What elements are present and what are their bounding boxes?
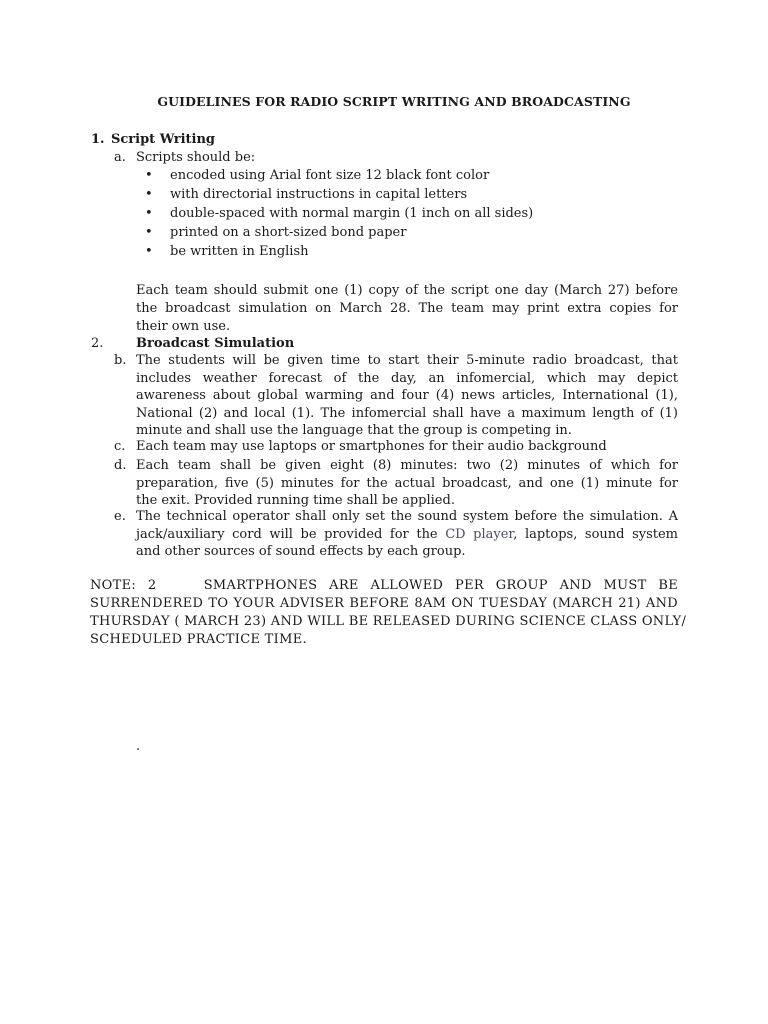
item-e-mark: e.	[114, 509, 126, 524]
item-c-text: Each team may use laptops or smartphones for their audio background	[136, 439, 607, 454]
item-b-mark: b.	[114, 353, 127, 368]
section-2-number: 2.	[91, 336, 104, 351]
bullet-icon: •	[145, 244, 153, 259]
item-e-text: The technical operator shall only set the sound system before the simulation. A jack/auxiliary cord will be provided for the CD player, laptops, sound system and other sources of sound effects by each group.	[136, 509, 679, 560]
item-b-text: The students will be given time to start their 5-minute radio broadcast, that includes weather forecast of the day, an infomercial, which may depict awareness about global warming and four (4) news articles, International (1), National (2) and local (1). The infomercial shall have a maximum length of (1) minute and shall use the language that the group is competing in.	[136, 353, 678, 439]
stray-period: .	[136, 739, 141, 754]
bullet-icon: •	[145, 168, 153, 183]
section-2-heading: Broadcast Simulation	[136, 336, 295, 351]
section-1-number: 1.	[91, 132, 105, 147]
section-1-heading: Script Writing	[111, 132, 215, 147]
item-c-mark: c.	[114, 439, 126, 454]
subitem-a-mark: a.	[114, 150, 126, 165]
cd-player-link[interactable]: CD player	[445, 526, 514, 542]
document-page: GUIDELINES FOR RADIO SCRIPT WRITING AND BROADCASTING 1. Script Writing a. Scripts should be: • encoded using Arial font size 12 black font color • with directorial instructions in capital letters • double-spaced with normal margin (1 inch on all sides) • printed on a short-sized bond paper • be written in English Each team should submit one (1) copy of the script one day (March 27) before the broadcast simulation on March 28. The team may print extra copies for their own use. 2. Broadcast Simulation b. The students will be given time to start their 5-minute radio broadcast, that includes weather forecast of the day, an infomercial, which may depict awareness about global warming and four (4) news articles, International (1), National (2) and local (1). The infomercial shall have a maximum length of (1) minute and shall use the language that the group is competing in. c. Each team may use laptops or smartphones for their audio background d. Each team shall be given eight (8) minutes: two (2) minutes of which for preparation, five (5) minutes for the actual broadcast, and one (1) minute for the exit. Provided running time shall be applied. e. The technical operator shall only set the sound system before the simulation. A jack/auxiliary cord will be provided for the CD player, laptops, sound system and other sources of sound effects by each group. NOTE: 2 SMARTPHONES ARE ALLOWED PER GROUP AND MUST BE SURRENDERED TO YOUR ADVISER BEFORE 8AM ON TUESDAY (MARCH 21) AND THURSDAY ( MARCH 23) AND WILL BE RELEASED DURING SCIENCE CLASS ONLY/ SCHEDULED PRACTICE TIME. .	[0, 0, 768, 1024]
bullet-icon: •	[145, 187, 153, 202]
subitem-a-text: Scripts should be:	[136, 150, 256, 165]
document-title: GUIDELINES FOR RADIO SCRIPT WRITING AND BROADCASTING	[157, 94, 631, 109]
submission-paragraph: Each team should submit one (1) copy of the script one day (March 27) before the broadcast simulation on March 28. The team may print extra copies for their own use.	[136, 283, 678, 334]
smartphone-note: NOTE: 2 SMARTPHONES ARE ALLOWED PER GROUP AND MUST BE SURRENDERED TO YOUR ADVISER BEFORE 8AM ON TUESDAY (MARCH 21) AND THURSDAY ( MARCH 23) AND WILL BE RELEASED DURING SCIENCE CLASS ONLY/ SCHEDULED PRACTICE TIME.	[90, 578, 687, 647]
bullet-icon: •	[145, 225, 153, 240]
item-d-text: Each team shall be given eight (8) minutes: two (2) minutes of which for preparation, five (5) minutes for the actual broadcast, and one (1) minute for the exit. Provided running time shall be applied.	[136, 458, 678, 509]
bullet-icon: •	[145, 206, 153, 221]
item-d-mark: d.	[114, 458, 127, 473]
